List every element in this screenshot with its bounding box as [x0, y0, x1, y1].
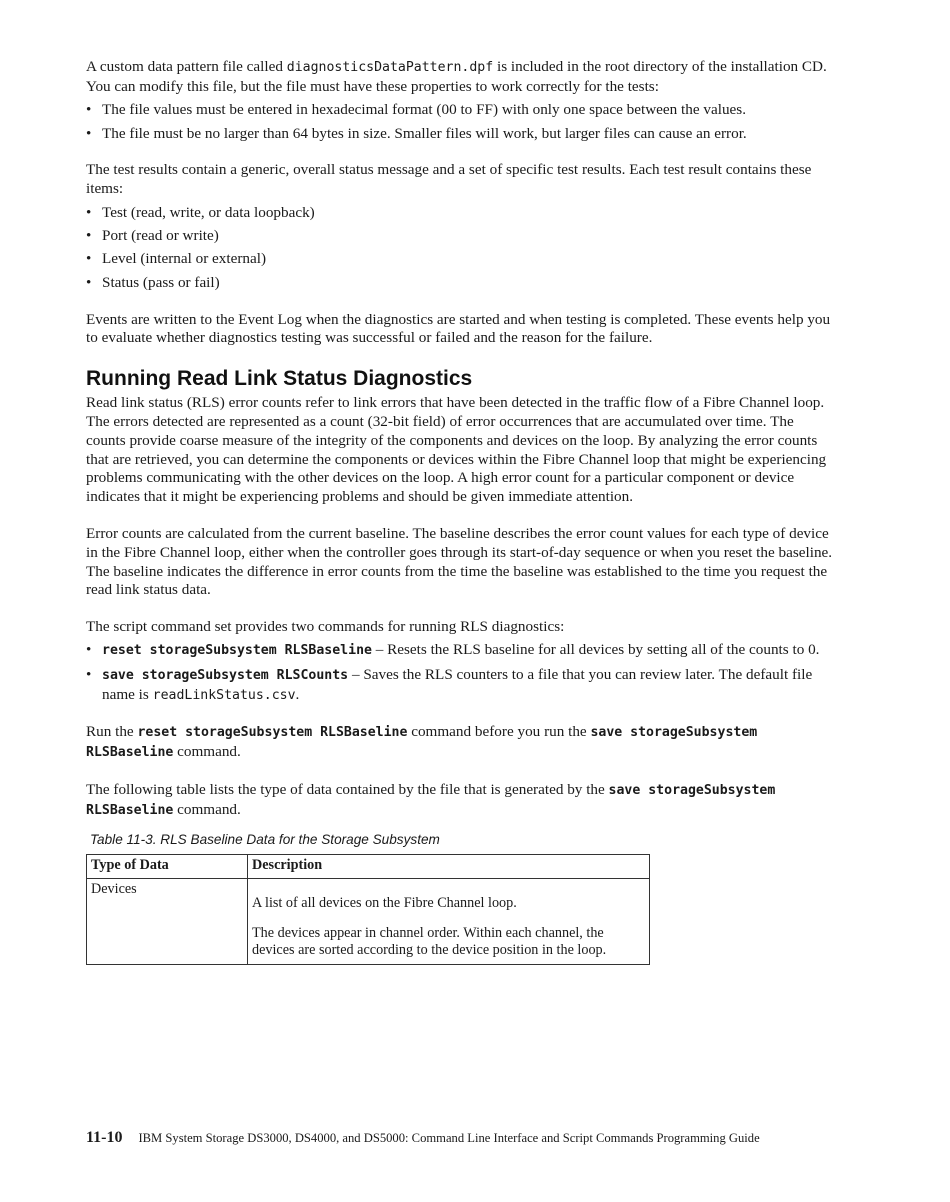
list-item: • Level (internal or external)	[86, 250, 834, 269]
rls-paragraph-2: Error counts are calculated from the current baseline. The baseline describes the error count values for each type of device in the Fibre Channel loop, either when the controller goes through its start-of-day sequence or when you reset the baseline. The baseline indicates the difference in error counts from the time the baseline was established to the time you request the read link status data.	[86, 524, 833, 599]
rls-commands-list	[86, 641, 834, 705]
list-item: • reset storageSubsystem RLSBaseline – Resets the RLS baseline for all devices by setting all of the counts to 0.	[86, 641, 834, 661]
page-number: 11-10	[86, 1129, 123, 1146]
list-item: • Test (read, write, or data loopback)	[86, 204, 834, 223]
rls-paragraph-4: Run the reset storageSubsystem RLSBaseline command before you run the save storageSubsystem RLSBaseline command.	[86, 723, 758, 761]
default-filename: readLinkStatus.csv	[152, 687, 296, 703]
cell-type: Devices	[87, 879, 248, 965]
rls-paragraph-5: The following table lists the type of data contained by the file that is generated by the save storageSubsystem RLSBaseline command.	[86, 781, 776, 818]
table-header-row	[87, 854, 650, 879]
save-command: save storageSubsystem RLSCounts	[102, 667, 349, 683]
test-results-paragraph: The test results contain a generic, overall status message and a set of specific test results. Each test result contains these items:	[86, 161, 812, 198]
section-heading: Running Read Link Status Diagnostics	[86, 367, 473, 391]
column-header-type: Type of Data	[87, 854, 248, 879]
list-item: • The file must be no larger than 64 bytes in size. Smaller files will work, but larger files can cause an error.	[86, 125, 834, 144]
book-title: IBM System Storage DS3000, DS4000, and DS5000: Command Line Interface and Script Commands Programming Guide	[138, 1131, 760, 1145]
table-row	[87, 879, 650, 965]
list-item: • Status (pass or fail)	[86, 274, 834, 293]
rls-paragraph-3: The script command set provides two commands for running RLS diagnostics:	[86, 618, 565, 636]
rls-baseline-table	[86, 854, 650, 965]
test-result-items-list	[86, 204, 834, 293]
column-header-description: Description	[248, 854, 650, 879]
intro-paragraph-1: A custom data pattern file called diagnosticsDataPattern.dpf is included in the root directory of the installation CD. You can modify this file, but the file must have these properties to work correctly for the tests:	[86, 58, 827, 95]
page-body	[86, 58, 834, 965]
list-item: • The file values must be entered in hexadecimal format (00 to FF) with only one space between the values.	[86, 101, 834, 120]
rls-paragraph-1: Read link status (RLS) error counts refer to link errors that have been detected in the traffic flow of a Fibre Channel loop. The errors detected are represented as a count (32-bit field) of error occurrences that are accumulated over time. The counts provide coarse measure of the integrity of the components and devices on the loop. By analyzing the error counts that are retrieved, you can determine the components or devices within the Fibre Channel loop that might be experiencing problems communicating with the other devices on the loop. A high error count for a particular component or device indicates that it might be experiencing problems and should be given immediate attention.	[86, 394, 827, 506]
reset-command: reset storageSubsystem RLSBaseline	[102, 643, 372, 659]
events-paragraph: Events are written to the Event Log when the diagnostics are started and when testing is completed. These events help you to evaluate whether diagnostics testing was successful or failed and the reason for the failure.	[86, 310, 831, 347]
file-properties-list	[86, 101, 834, 143]
table-caption: Table 11-3. RLS Baseline Data for the Storage Subsystem	[90, 831, 440, 847]
list-item: • Port (read or write)	[86, 227, 834, 246]
list-item: • save storageSubsystem RLSCounts – Saves the RLS counters to a file that you can review later. The default file name is readLinkStatus.csv.	[86, 666, 834, 706]
cell-description: A list of all devices on the Fibre Channel loop. The devices appear in channel order. Within each channel, the devices are sorted according to the device position in the loop.	[248, 879, 650, 965]
data-pattern-filename: diagnosticsDataPattern.dpf	[286, 60, 494, 75]
page-footer	[86, 1129, 846, 1147]
